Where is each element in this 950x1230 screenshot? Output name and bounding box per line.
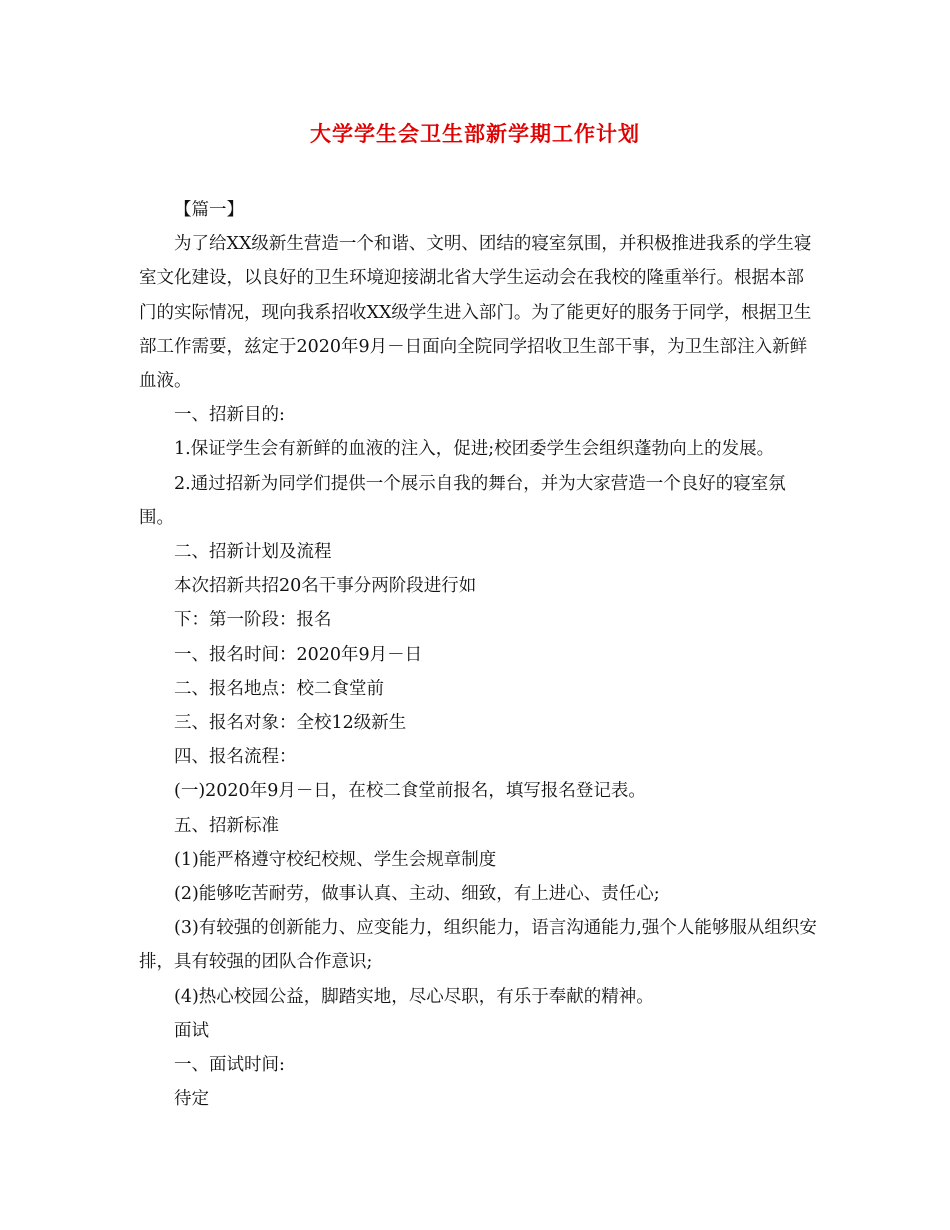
- document-title: 大学学生会卫生部新学期工作计划: [310, 121, 640, 146]
- heading-interview: 面试: [174, 1020, 209, 1041]
- registration-location: 二、报名地点：校二食堂前: [174, 678, 384, 699]
- criteria-item-3: (3)有较强的创新能力、应变能力，组织能力，语言沟通能力,强个人能够服从组织安排，具有较强的团队合作意识;: [139, 918, 817, 973]
- intro-paragraph: 为了给XX级新生营造一个和谐、文明、团结的寝室氛围，并积极推进我系的学生寝室文化建设，以良好的卫生环境迎接湖北省大学生运动会在我校的隆重举行。根据本部门的实际情况，现向我系招收XX级学生进入部门。为了能更好的服务于同学，根据卫生部工作需要，兹定于2020年9月－日面向全院同学招收卫生部干事，为卫生部注入新鲜血液。: [139, 234, 812, 392]
- criteria-item-2: (2)能够吃苦耐劳，做事认真、主动、细致，有上进心、责任心;: [174, 884, 660, 905]
- section-heading-part-one: 【篇一】: [174, 200, 244, 220]
- interview-time-label: 一、面试时间:: [174, 1055, 285, 1076]
- criteria-item-1: (1)能严格遵守校纪校规、学生会规章制度: [174, 849, 497, 870]
- heading-registration-process: 四、报名流程：: [174, 747, 297, 768]
- heading-recruitment-criteria: 五、招新标准: [174, 815, 279, 836]
- phase-one-line: 下：第一阶段：报名: [174, 610, 332, 631]
- purpose-item-2: 2.通过招新为同学们提供一个展示自我的舞台，并为大家营造一个良好的寝室氛围。: [139, 473, 786, 528]
- heading-recruitment-purpose: 一、招新目的:: [174, 405, 285, 426]
- registration-process-item: (一)2020年9月－日，在校二食堂前报名，填写报名登记表。: [174, 781, 646, 802]
- registration-target: 三、报名对象：全校12级新生: [174, 713, 407, 734]
- registration-time: 一、报名时间：2020年9月－日: [174, 644, 423, 665]
- purpose-item-1: 1.保证学生会有新鲜的血液的注入，促进;校团委学生会组织蓬勃向上的发展。: [174, 439, 775, 460]
- criteria-item-4: (4)热心校园公益，脚踏实地，尽心尽职，有乐于奉献的精神。: [174, 986, 654, 1007]
- heading-recruitment-plan: 二、招新计划及流程: [174, 542, 332, 563]
- plan-summary-line: 本次招新共招20名干事分两阶段进行如: [174, 576, 477, 597]
- document-body: [139, 193, 819, 1116]
- interview-time-value: 待定: [174, 1089, 209, 1110]
